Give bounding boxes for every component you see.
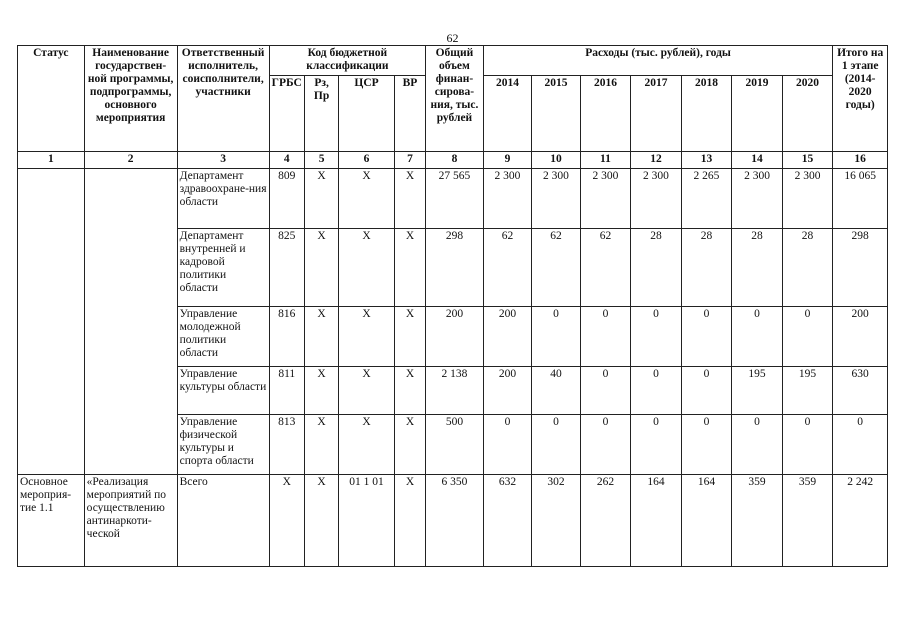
column-number: 6 [339,152,395,169]
header-year-2018: 2018 [681,76,732,152]
column-number: 8 [426,152,484,169]
value-2016-cell: 0 [580,367,631,415]
rz-pr-cell: X [304,307,338,367]
page-number: 62 [446,31,459,45]
vr-cell: X [394,169,425,229]
value-2016-cell: 2 300 [580,169,631,229]
header-year-2020: 2020 [782,76,833,152]
stage-total-cell: 298 [833,229,888,307]
header-status: Статус [18,46,85,152]
value-2019-cell: 359 [732,475,783,567]
name-cell-empty [84,169,177,475]
value-2018-cell: 0 [681,415,732,475]
value-2014-cell: 62 [483,229,531,307]
executor-cell: Всего [177,475,269,567]
value-2017-cell: 28 [631,229,682,307]
header-executor: Ответственный исполнитель, соисполнители, участники [177,46,269,152]
rz-pr-cell: X [304,169,338,229]
csr-cell: X [339,229,395,307]
stage-total-cell: 16 065 [833,169,888,229]
grbs-cell: 825 [269,229,304,307]
value-2019-cell: 0 [732,307,783,367]
header-total-volume: Общий объем финан-сирова-ния, тыс. рублей [426,46,484,152]
program-name-cell: «Реализация мероприятий по осуществлению антинаркоти-ческой [84,475,177,567]
value-2017-cell: 0 [631,367,682,415]
header-vr: ВР [394,76,425,152]
table-row [18,475,888,567]
column-number: 13 [681,152,732,169]
column-number: 3 [177,152,269,169]
rz-pr-cell: X [304,415,338,475]
vr-cell: X [394,475,425,567]
rz-pr-cell: X [304,229,338,307]
total-cell: 500 [426,415,484,475]
csr-cell: X [339,169,395,229]
value-2014-cell: 2 300 [483,169,531,229]
value-2017-cell: 0 [631,307,682,367]
value-2017-cell: 0 [631,415,682,475]
value-2016-cell: 62 [580,229,631,307]
csr-cell: X [339,307,395,367]
column-number-row [18,152,888,169]
executor-cell: Департамент внутренней и кадровой политики области [177,229,269,307]
header-year-2016: 2016 [580,76,631,152]
column-number: 1 [18,152,85,169]
rz-pr-cell: X [304,367,338,415]
table-row [18,169,888,229]
header-year-2017: 2017 [631,76,682,152]
value-2018-cell: 164 [681,475,732,567]
csr-cell: 01 1 01 [339,475,395,567]
value-2016-cell: 0 [580,415,631,475]
value-2016-cell: 262 [580,475,631,567]
column-number: 10 [532,152,580,169]
header-year-2015: 2015 [532,76,580,152]
value-2019-cell: 2 300 [732,169,783,229]
header-budget-code: Код бюджетной классификации [269,46,426,76]
grbs-cell: X [269,475,304,567]
value-2020-cell: 2 300 [782,169,833,229]
value-2019-cell: 28 [732,229,783,307]
total-cell: 27 565 [426,169,484,229]
value-2018-cell: 0 [681,367,732,415]
total-cell: 298 [426,229,484,307]
value-2020-cell: 0 [782,307,833,367]
header-rz-pr: Рз, Пр [304,76,338,152]
column-number: 15 [782,152,833,169]
value-2020-cell: 28 [782,229,833,307]
grbs-cell: 813 [269,415,304,475]
vr-cell: X [394,415,425,475]
value-2015-cell: 62 [532,229,580,307]
value-2018-cell: 0 [681,307,732,367]
total-cell: 200 [426,307,484,367]
value-2017-cell: 164 [631,475,682,567]
value-2020-cell: 359 [782,475,833,567]
value-2019-cell: 195 [732,367,783,415]
grbs-cell: 816 [269,307,304,367]
stage-total-cell: 630 [833,367,888,415]
header-year-2014: 2014 [483,76,531,152]
total-cell: 6 350 [426,475,484,567]
column-number: 11 [580,152,631,169]
value-2020-cell: 195 [782,367,833,415]
csr-cell: X [339,367,395,415]
header-stage-total: Итого на 1 этапе (2014-2020 годы) [833,46,888,152]
csr-cell: X [339,415,395,475]
value-2016-cell: 0 [580,307,631,367]
value-2014-cell: 200 [483,367,531,415]
vr-cell: X [394,229,425,307]
value-2015-cell: 302 [532,475,580,567]
stage-total-cell: 200 [833,307,888,367]
executor-cell: Управление культуры области [177,367,269,415]
status-cell: Основное мероприя-тие 1.1 [18,475,85,567]
value-2014-cell: 0 [483,415,531,475]
column-number: 5 [304,152,338,169]
value-2017-cell: 2 300 [631,169,682,229]
rz-pr-cell: X [304,475,338,567]
value-2015-cell: 40 [532,367,580,415]
value-2015-cell: 0 [532,415,580,475]
executor-cell: Управление физической культуры и спорта области [177,415,269,475]
budget-table [17,45,888,567]
executor-cell: Управление молодежной политики области [177,307,269,367]
column-number: 16 [833,152,888,169]
header-year-2019: 2019 [732,76,783,152]
value-2015-cell: 2 300 [532,169,580,229]
column-number: 9 [483,152,531,169]
status-cell-empty [18,169,85,475]
value-2020-cell: 0 [782,415,833,475]
value-2015-cell: 0 [532,307,580,367]
header-csr: ЦСР [339,76,395,152]
column-number: 14 [732,152,783,169]
stage-total-cell: 0 [833,415,888,475]
header-grbs: ГРБС [269,76,304,152]
executor-cell: Департамент здравоохране-ния области [177,169,269,229]
grbs-cell: 811 [269,367,304,415]
value-2019-cell: 0 [732,415,783,475]
column-number: 2 [84,152,177,169]
vr-cell: X [394,307,425,367]
value-2018-cell: 28 [681,229,732,307]
column-number: 4 [269,152,304,169]
column-number: 7 [394,152,425,169]
vr-cell: X [394,367,425,415]
value-2018-cell: 2 265 [681,169,732,229]
header-expenses: Расходы (тыс. рублей), годы [483,46,833,76]
total-cell: 2 138 [426,367,484,415]
header-name: Наименование государствен-ной программы, подпрограммы, основного мероприятия [84,46,177,152]
value-2014-cell: 632 [483,475,531,567]
value-2014-cell: 200 [483,307,531,367]
stage-total-cell: 2 242 [833,475,888,567]
grbs-cell: 809 [269,169,304,229]
column-number: 12 [631,152,682,169]
